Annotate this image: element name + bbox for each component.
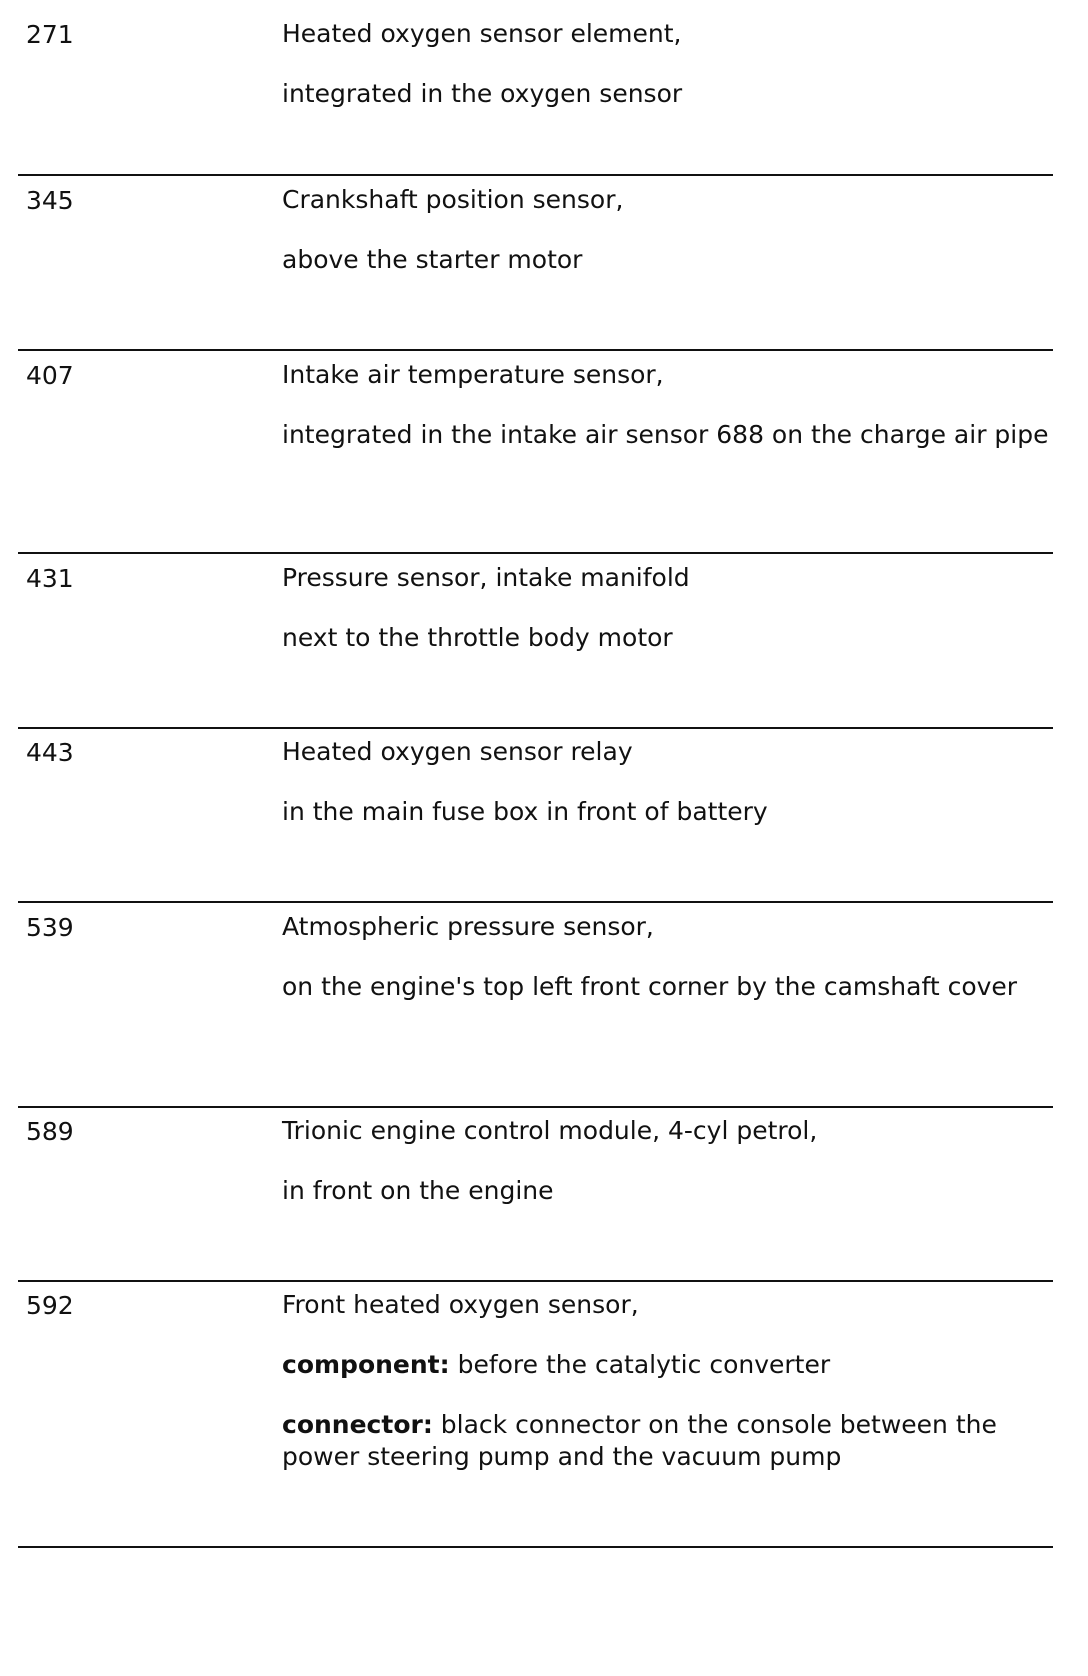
component-name: Heated oxygen sensor element, (282, 19, 682, 48)
component-description (282, 359, 1052, 451)
component-code: 443 (26, 738, 74, 767)
component-location: next to the throttle body motor (282, 623, 673, 652)
component-name: Heated oxygen sensor relay (282, 737, 633, 766)
component-name: Pressure sensor, intake manifold (282, 563, 690, 592)
connector-location-text: black connector on the console between the power steering pump and the vacuum pump (282, 1410, 997, 1471)
component-location: on the engine's top left front corner by the camshaft cover (282, 972, 1018, 1001)
component-location: above the starter motor (282, 245, 583, 274)
component-name: Crankshaft position sensor, (282, 185, 624, 214)
row-divider (18, 727, 1053, 729)
component-name: Intake air temperature sensor, (282, 360, 664, 389)
row-divider (18, 349, 1053, 351)
component-name: Trionic engine control module, 4-cyl petrol, (282, 1116, 818, 1145)
component-code: 407 (26, 361, 74, 390)
row-divider (18, 552, 1053, 554)
component-code: 271 (26, 20, 74, 49)
component-description (282, 184, 1052, 276)
component-location (282, 1349, 1052, 1381)
row-divider (18, 901, 1053, 903)
component-code: 345 (26, 186, 74, 215)
row-divider (18, 174, 1053, 176)
component-code: 592 (26, 1291, 74, 1320)
component-location-text: before the catalytic converter (449, 1350, 831, 1379)
connector-label: connector: (282, 1410, 433, 1439)
component-description (282, 1115, 1052, 1207)
component-description (282, 1289, 1052, 1473)
component-code: 539 (26, 913, 74, 942)
component-location: integrated in the oxygen sensor (282, 79, 683, 108)
component-description (282, 736, 1052, 828)
connector-location (282, 1409, 1052, 1473)
component-description (282, 18, 1052, 110)
component-name: Atmospheric pressure sensor, (282, 912, 654, 941)
component-code: 431 (26, 564, 74, 593)
row-divider (18, 1106, 1053, 1108)
row-divider (18, 1280, 1053, 1282)
row-divider (18, 1546, 1053, 1548)
component-location: integrated in the intake air sensor 688 on the charge air pipe (282, 420, 1049, 449)
component-code: 589 (26, 1117, 74, 1146)
component-description (282, 562, 1052, 654)
component-name: Front heated oxygen sensor, (282, 1290, 639, 1319)
component-location: in the main fuse box in front of battery (282, 797, 768, 826)
component-description (282, 911, 1052, 1003)
component-label: component: (282, 1350, 450, 1379)
component-location: in front on the engine (282, 1176, 554, 1205)
